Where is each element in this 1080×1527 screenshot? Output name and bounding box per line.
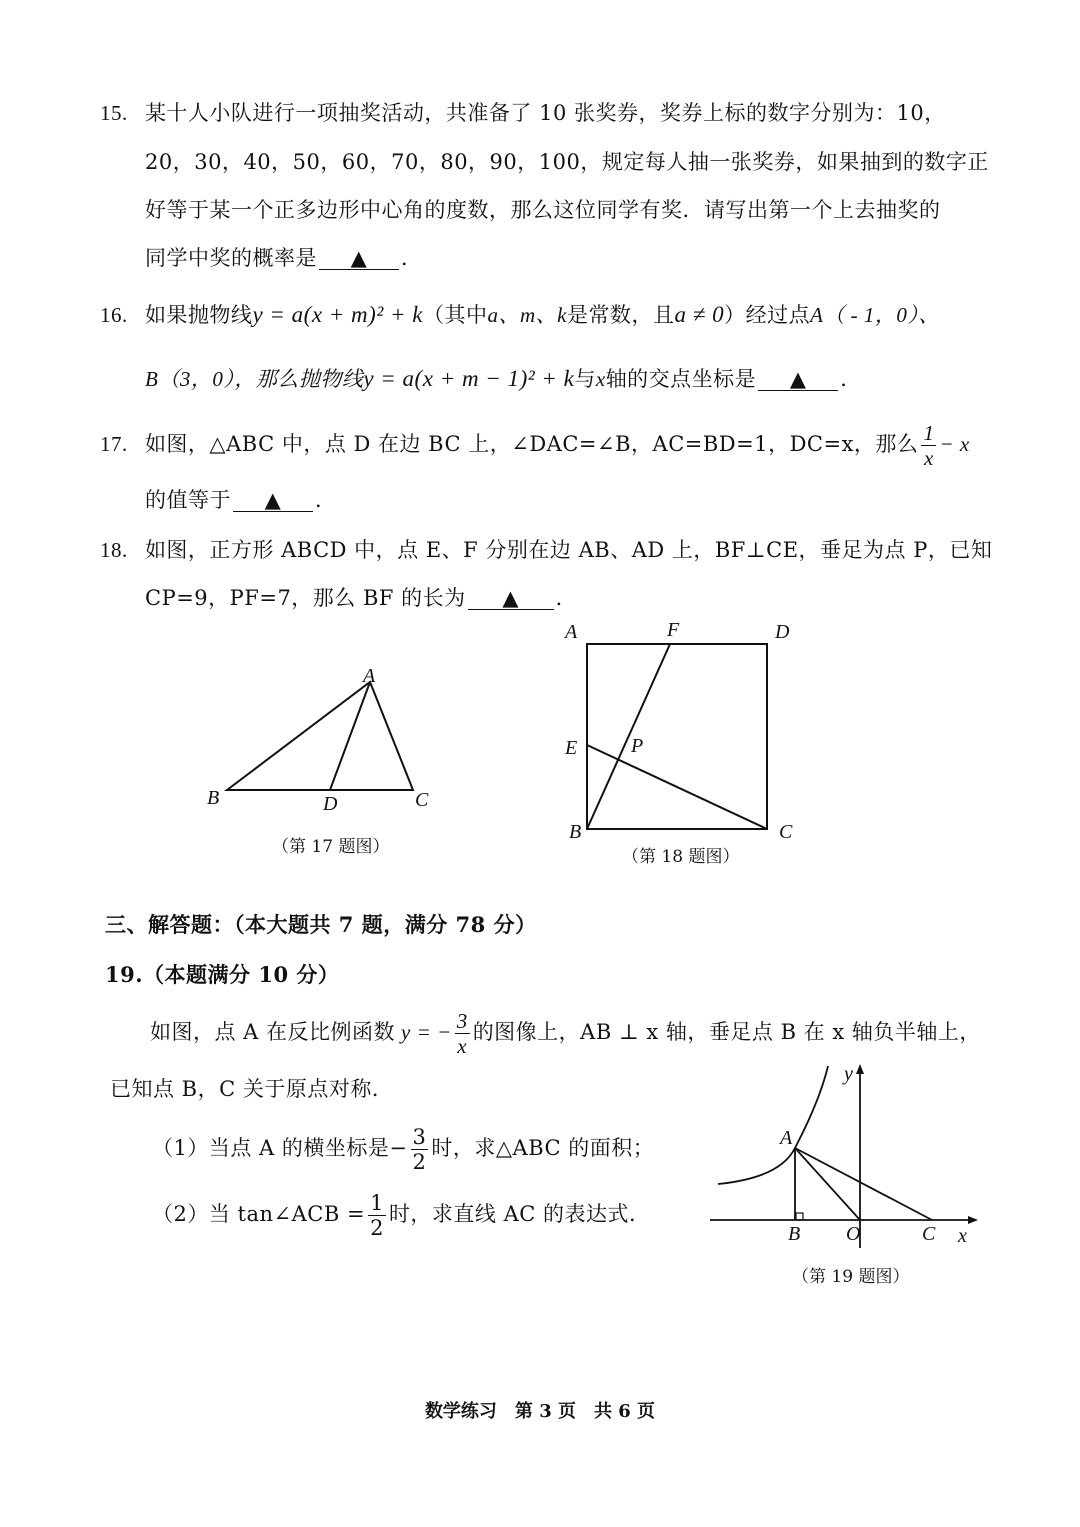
q17-frac-num: 1 [923,421,935,445]
q16-condition: a ≠ 0 [674,302,725,327]
q16-line1 [100,300,940,330]
label-b: B [207,787,220,809]
q16-vars: a、m、k [487,303,567,327]
q18-line2 [145,583,577,613]
label-c: C [922,1223,936,1245]
label-a: A [780,1127,793,1149]
q15-number: 15. [100,101,128,125]
q17-minus-x: − x [939,432,970,456]
q18-line1 [100,535,992,565]
q19-part2-fraction [368,1191,386,1240]
figure-18-square [555,612,815,847]
label-c: C [779,821,793,843]
q19-part1 [152,1120,654,1176]
right-angle-mark [796,1213,803,1220]
q19-text-2: 已知点 B，C 关于原点对称． [110,1077,394,1101]
q17-text: 如图，△ABC 中，点 D 在边 BC 上，∠DAC=∠B，AC=BD=1，DC=x，那么 [144,432,919,456]
q17-answer-blank[interactable]: ▲ [233,489,313,512]
figure-19-graph [700,1060,990,1260]
figure-19-caption: （第 19 题图） [792,1267,910,1287]
q16-text-e: 与 [574,367,596,391]
segment-bf [587,644,670,829]
segment-ac [795,1148,932,1220]
q19-part1-text-a: （1）当点 A 的横坐标是 [152,1136,390,1160]
section-3-heading: 三、解答题：（本大题共 7 题，满分 78 分） [105,912,537,937]
q18-answer-blank[interactable]: ▲ [468,587,554,610]
q15-answer-blank[interactable]: ▲ [319,247,399,270]
q19-line1 [150,1004,981,1060]
q15-text-2: 20，30，40，50，60，70，80，90，100，规定每人抽一张奖券，如果抽到的数字正 [145,150,989,174]
figure-17-triangle [195,660,445,820]
segment-ao [795,1148,860,1220]
q16-text-a: 如果抛物线 [144,303,253,327]
q18-text-2: CP=9，PF=7，那么 BF 的长为 [145,586,466,610]
q16-point-b: B（3，0），那么抛物线 [145,367,364,391]
q19-title: 19.（本题满分 10 分） [105,962,340,987]
q17-fraction [921,421,936,470]
q19-part1-num: 3 [412,1125,427,1149]
q19-part1-text-b: 时，求△ABC 的面积； [431,1136,655,1160]
q19-text-1a: 如图，点 A 在反比例函数 [150,1020,396,1044]
q19-part2-num: 1 [370,1191,384,1215]
label-b: B [569,821,582,843]
q15-text-1: 某十人小队进行一项抽奖活动，共准备了 10 张奖券，奖券上标的数字分别为：10， [144,101,946,125]
label-p: P [631,735,644,757]
q16-text-c: 是常数，且 [566,303,675,327]
q16-text-b: （其中 [422,303,488,327]
q19-frac-num: 3 [456,1009,468,1033]
q19-part2-text-a: （2）当 tan∠ACB = [152,1202,366,1226]
q17-frac-den: x [924,446,934,470]
label-a: A [565,621,578,643]
x-axis-arrow [968,1216,978,1224]
q17-number: 17. [100,432,128,456]
q16-text-d: ）经过点 [724,303,811,327]
q17-end: ． [315,488,337,512]
q16-end: ． [840,367,862,391]
q19-part1-fraction [411,1125,429,1174]
q15-line4 [145,243,423,273]
square-abcd [587,644,767,829]
q15-line1 [100,98,946,128]
label-f: F [667,619,680,641]
q18-end: ． [555,586,578,610]
q19-part1-den: 2 [412,1150,427,1174]
label-b: B [788,1223,801,1245]
label-d: D [323,793,338,815]
q16-text-f: 轴的交点坐标是 [605,367,757,391]
q19-function: y = − [401,1020,452,1044]
q16-answer-blank[interactable]: ▲ [758,368,838,391]
segment-ce [587,745,767,829]
page-footer: 数学练习 第 3 页 共 6 页 [424,1401,656,1422]
triangle-abc [227,682,413,790]
q19-fraction [455,1009,470,1058]
label-d: D [775,621,790,643]
label-c: C [415,789,429,811]
q17-line1 [100,416,970,472]
label-a: A [363,665,376,687]
label-o: O [846,1223,861,1245]
label-e: E [565,737,578,759]
q16-formula-1: y = a(x + m)² + k [252,302,423,327]
q19-text-1b: 的图像上，AB ⊥ x 轴，垂足点 B 在 x 轴负半轴上， [472,1020,981,1044]
q19-frac-den: x [457,1034,468,1058]
figure-18-caption: （第 18 题图） [622,847,740,867]
label-y: y [844,1063,853,1085]
q18-text-1: 如图，正方形 ABCD 中，点 E、F 分别在边 AB、AD 上，BF⊥CE，垂足为点 P，已知 [144,538,993,562]
q16-x-axis: x [595,367,606,391]
q16-number: 16. [100,303,128,327]
q19-part2-text-b: 时，求直线 AC 的表达式． [388,1202,651,1226]
q16-point-a: A（ - 1，0）、 [810,303,940,327]
q15-text-3: 好等于某一个正多边形中心角的度数，那么这位同学有奖．请写出第一个上去抽奖的 [145,198,941,222]
label-x: x [958,1225,967,1247]
y-axis-arrow [856,1064,864,1074]
q19-part2 [152,1186,651,1242]
q16-formula-2: y = a(x + m − 1)² + k [363,366,575,391]
q15-text-4: 同学中奖的概率是 [145,246,317,270]
q17-text-2: 的值等于 [145,488,231,512]
q15-end: ． [401,246,423,270]
q19-part1-neg: − [389,1136,408,1160]
q17-line2 [145,485,337,515]
q16-line2 [145,364,862,394]
figure-17-caption: （第 17 题图） [272,837,390,857]
q18-number: 18. [100,538,128,562]
q19-part2-den: 2 [370,1216,384,1240]
